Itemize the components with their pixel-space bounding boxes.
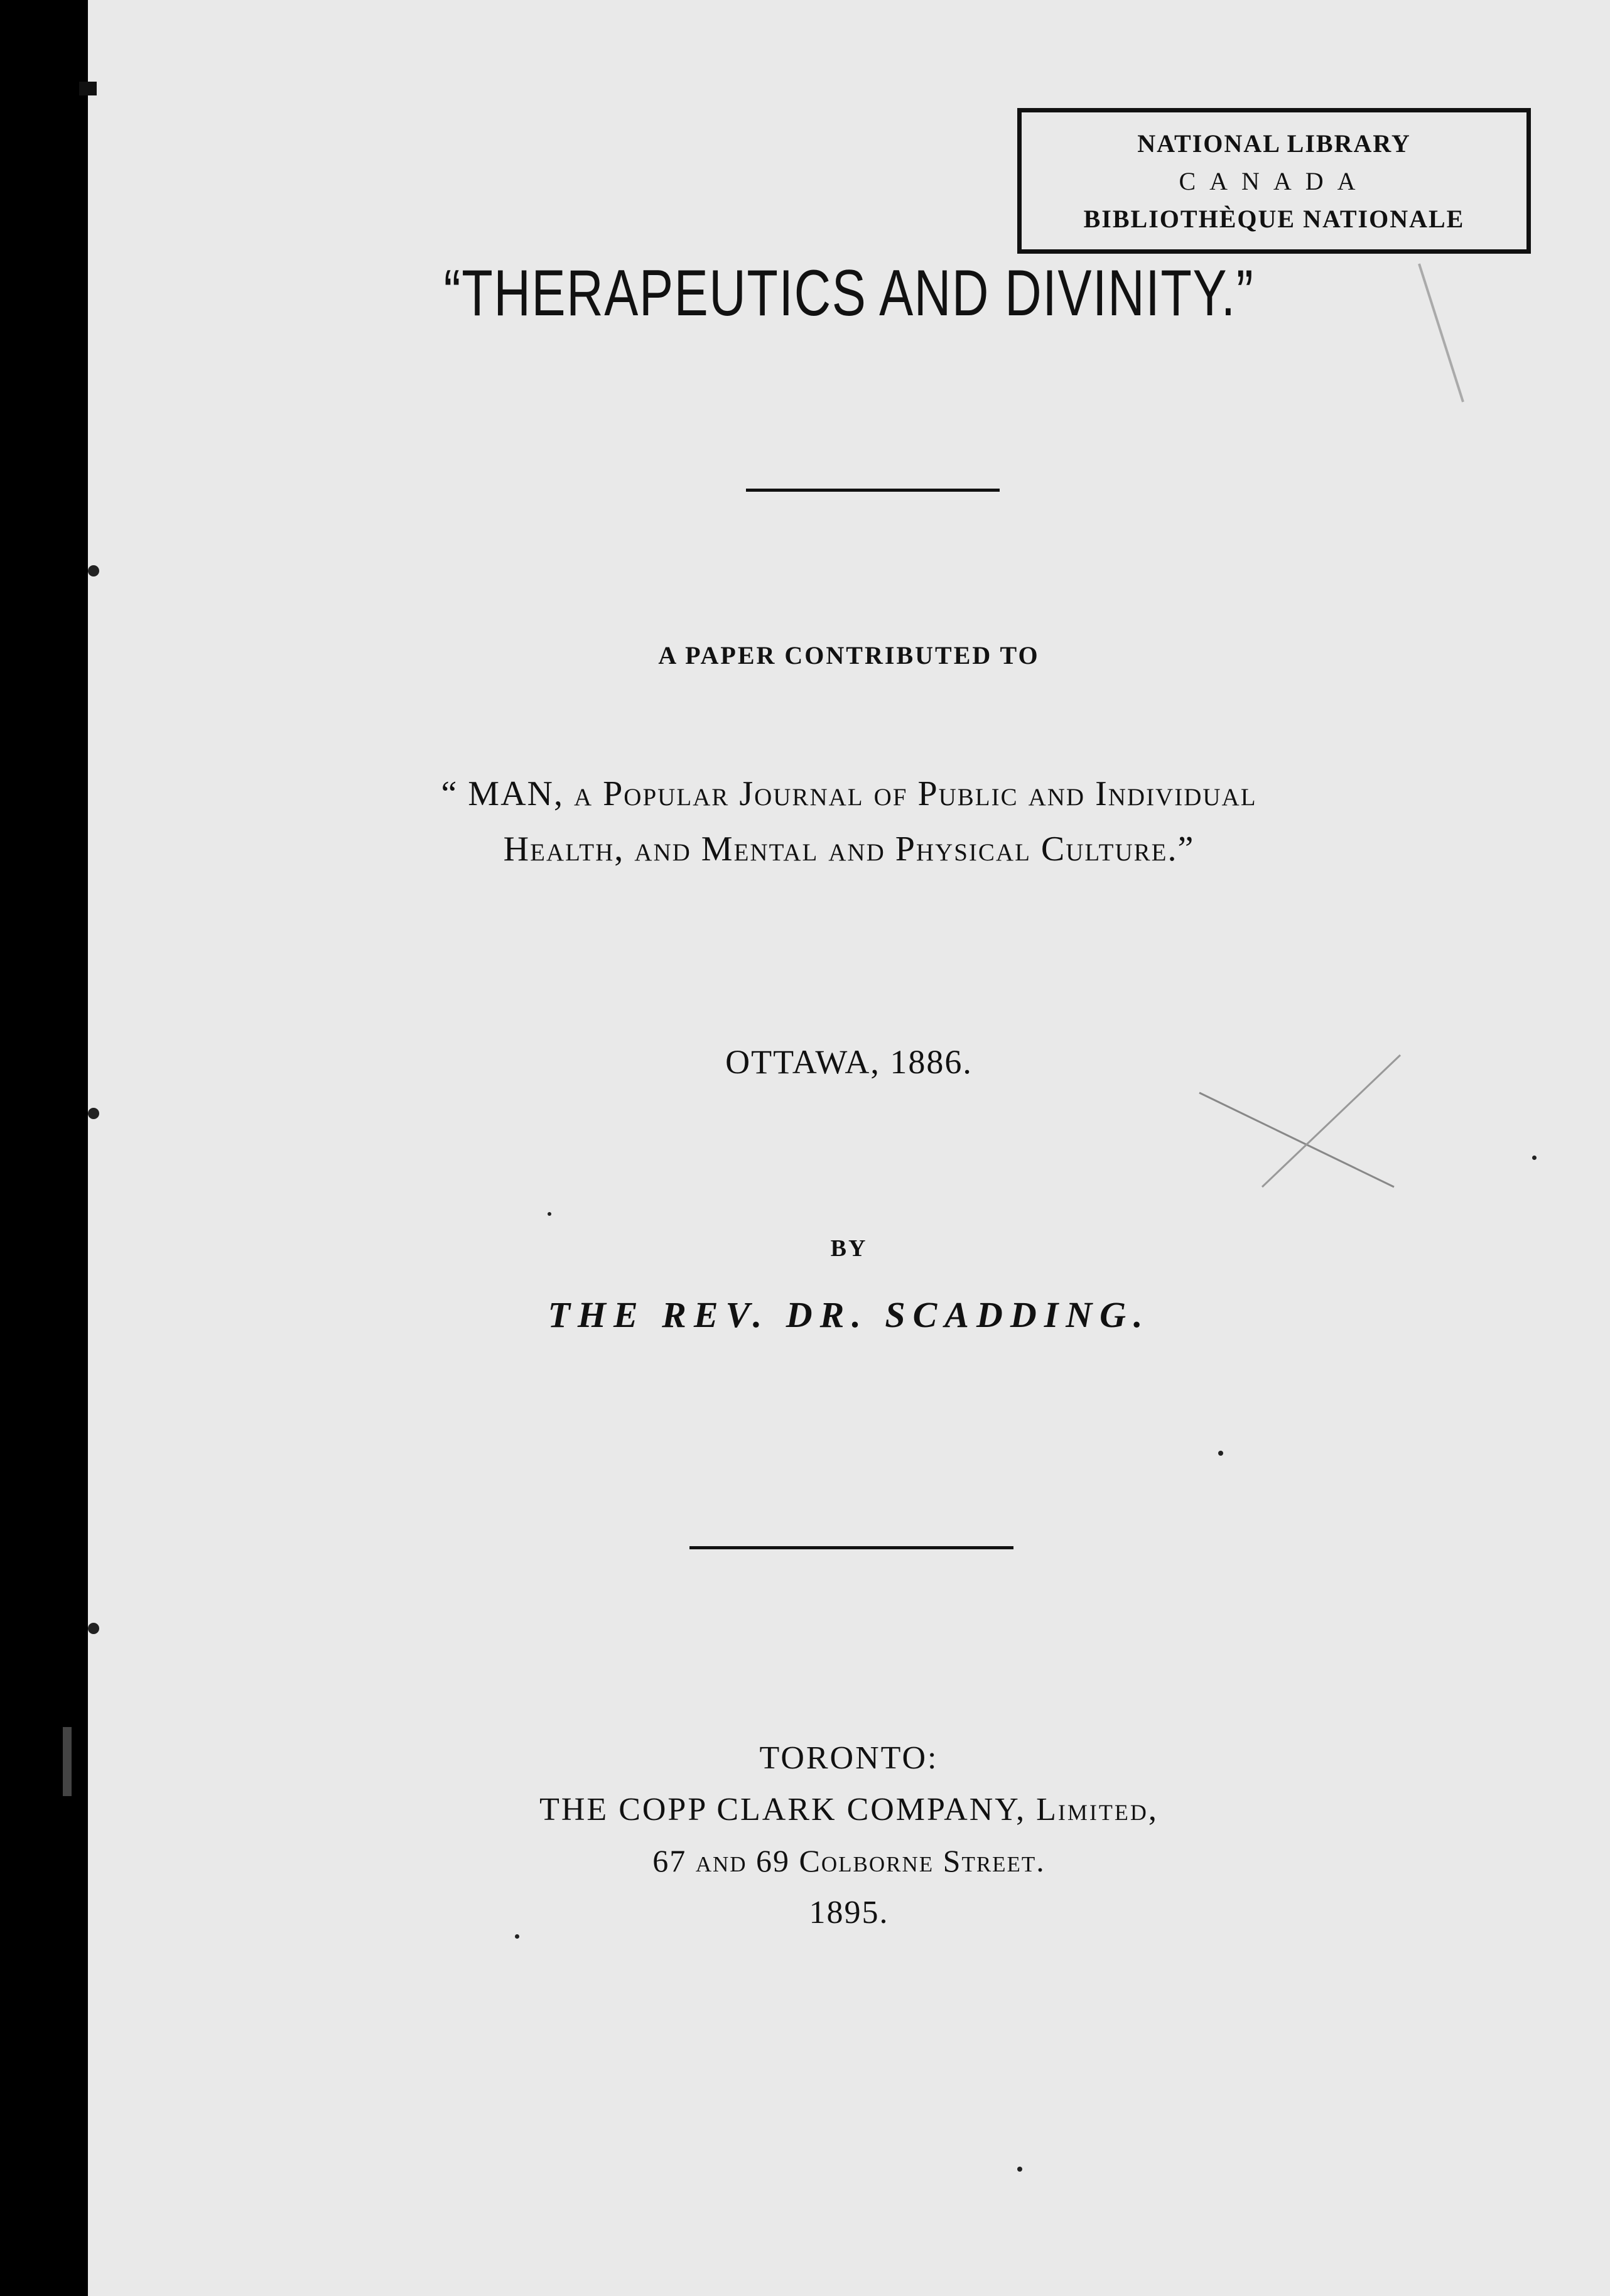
scan-edge-mark	[63, 1727, 72, 1796]
stamp-line-2: CANADA	[1179, 167, 1370, 195]
library-stamp	[1017, 108, 1531, 254]
imprint-publisher: THE COPP CLARK COMPANY, Limited,	[539, 1792, 1159, 1828]
speck	[515, 1934, 519, 1939]
imprint-address: 67 and 69 Colborne Street.	[652, 1843, 1045, 1878]
journal-line-2: Health, and Mental and Physical Culture.”	[503, 830, 1195, 869]
imprint-year: 1895.	[809, 1895, 889, 1930]
by-label: BY	[830, 1235, 868, 1262]
stamp-line-3: BIBLIOTHÈQUE NATIONALE	[1083, 205, 1465, 233]
pencil-stroke-mark	[1394, 251, 1488, 414]
place-date: OTTAWA, 1886.	[725, 1043, 973, 1081]
binding-dot	[88, 1623, 99, 1634]
stamp-line-1: NATIONAL LIBRARY	[1137, 129, 1411, 158]
divider-bottom	[689, 1546, 1013, 1549]
speck	[1218, 1451, 1223, 1456]
speck	[1532, 1156, 1537, 1160]
pencil-cross-mark	[1187, 1042, 1425, 1199]
subtitle: A PAPER CONTRIBUTED TO	[658, 641, 1040, 669]
journal-line-1: “ MAN, a Popular Journal of Public and Individual	[441, 774, 1257, 813]
document-page	[88, 0, 1610, 2296]
speck	[1017, 2167, 1022, 2172]
binding-dot	[88, 565, 99, 577]
author: THE REV. DR. SCADDING.	[548, 1294, 1150, 1335]
imprint-city: TORONTO:	[759, 1740, 939, 1776]
binding-dot	[88, 1108, 99, 1119]
page-title: “THERAPEUTICS AND DIVINITY.”	[443, 257, 1255, 330]
speck	[548, 1212, 551, 1216]
divider-top	[746, 489, 1000, 492]
scan-edge-mark	[79, 82, 97, 95]
